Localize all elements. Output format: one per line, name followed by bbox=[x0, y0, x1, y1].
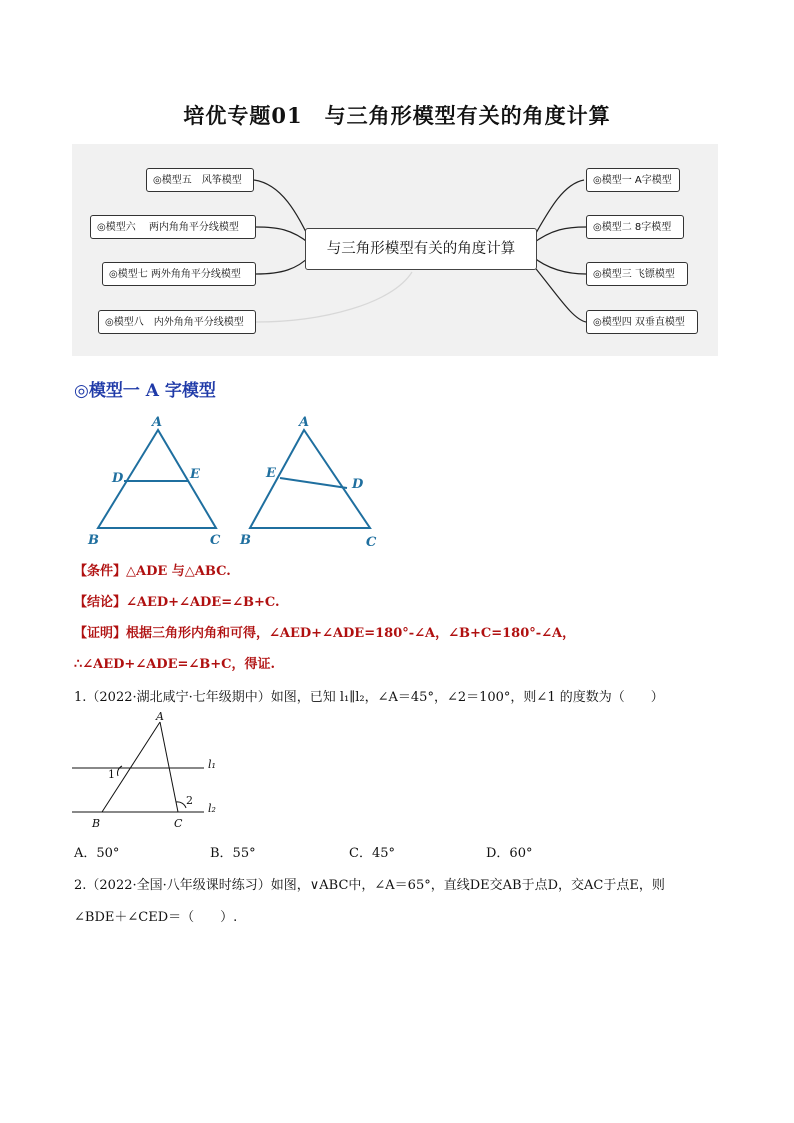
question-1-figure bbox=[70, 708, 230, 832]
page-title: 培优专题01 与三角形模型有关的角度计算 bbox=[183, 103, 611, 128]
connector-right-4 bbox=[532, 264, 586, 322]
question-2-line-2: ∠BDE＋∠CED＝（ ）. bbox=[74, 910, 238, 925]
q1-label-angle-2: 2 bbox=[186, 794, 193, 807]
node-model-6: ◎模型六 两内角角平分线模型 bbox=[90, 215, 256, 239]
question-2-line-1: 2.（2022·全国·八年级课时练习）如图，∨ABC中，∠A＝65°，直线DE交AB于点D，交AC于点E，则 bbox=[74, 878, 665, 893]
q1-label-a: A bbox=[156, 710, 164, 723]
q1-option-b: B．55° bbox=[210, 846, 256, 861]
q1-option-d: D．60° bbox=[486, 846, 533, 861]
condition-text: 【条件】△ADE 与△ABC. bbox=[74, 564, 231, 579]
q1-option-a: A．50° bbox=[74, 846, 120, 861]
segment-ab bbox=[102, 722, 160, 812]
label-b-2: B bbox=[240, 533, 251, 548]
node-model-5: ◎模型五 风筝模型 bbox=[146, 168, 254, 192]
q1-label-b: B bbox=[92, 817, 101, 830]
segment-ac bbox=[160, 722, 178, 812]
label-c-1: C bbox=[210, 533, 221, 548]
q1-option-c: C．45° bbox=[349, 846, 395, 861]
conclusion-text: 【结论】∠AED+∠ADE=∠B+C. bbox=[74, 595, 280, 610]
connector-right-1 bbox=[532, 180, 584, 240]
label-d-2: D bbox=[352, 477, 364, 492]
proof-line-1: 【证明】根据三角形内角和可得，∠AED+∠ADE=180°-∠A，∠B+C=180°-∠A， bbox=[74, 626, 576, 641]
connector-left-3 bbox=[256, 256, 310, 274]
q1-label-l2: l₂ bbox=[208, 802, 216, 815]
connector-left-1 bbox=[254, 180, 310, 240]
connector-left-4 bbox=[256, 272, 412, 322]
node-model-1: ◎模型一 A字模型 bbox=[586, 168, 680, 192]
node-model-3: ◎模型三 飞镖模型 bbox=[586, 262, 688, 286]
node-model-4: ◎模型四 双垂直模型 bbox=[586, 310, 698, 334]
mind-map-center: 与三角形模型有关的角度计算 bbox=[305, 228, 537, 270]
connector-right-3 bbox=[532, 256, 586, 274]
q1-label-l1: l₁ bbox=[208, 758, 216, 771]
node-model-8: ◎模型八 内外角角平分线模型 bbox=[98, 310, 256, 334]
node-model-7: ◎模型七 两外角角平分线模型 bbox=[102, 262, 256, 286]
proof-line-2: ∴∠AED+∠ADE=∠B+C，得证. bbox=[74, 657, 276, 672]
connector-right-2 bbox=[532, 227, 586, 244]
node-model-2: ◎模型二 8字模型 bbox=[586, 215, 684, 239]
q1-label-c: C bbox=[174, 817, 183, 830]
mind-map bbox=[72, 144, 718, 356]
label-e-2: E bbox=[266, 466, 276, 481]
a-shape-figures bbox=[80, 410, 390, 550]
section-heading-model-1: ◎模型一 A 字模型 bbox=[74, 381, 216, 401]
question-1-stem: 1.（2022·湖北咸宁·七年级期中）如图，已知 l₁∥l₂，∠A＝45°，∠2＝100°，则∠1 的度数为（ ） bbox=[74, 690, 664, 705]
label-a-1: A bbox=[152, 415, 163, 430]
label-d-1: D bbox=[112, 471, 124, 486]
q1-label-angle-1: 1 bbox=[108, 768, 115, 781]
label-c-2: C bbox=[366, 535, 377, 550]
label-a-2: A bbox=[299, 415, 310, 430]
connector-left-2 bbox=[256, 227, 310, 244]
label-e-1: E bbox=[190, 467, 200, 482]
label-b-1: B bbox=[88, 533, 99, 548]
